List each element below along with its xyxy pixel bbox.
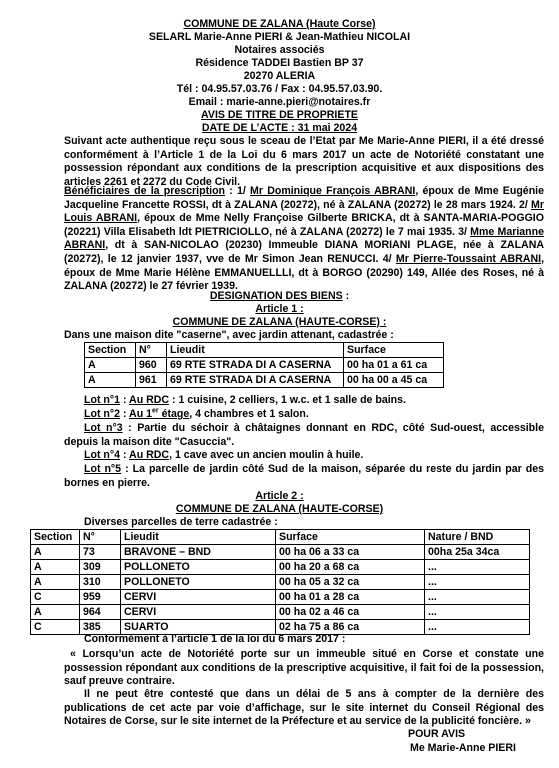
header-surface: Surface <box>276 530 425 545</box>
intro-paragraph: Suivant acte authentique reçu sous le sceau de l’Etat par Me Marie-Anne PIERI, il a été dressé conformément à l’Article 1 de la Loi du 6 mars 2017 un acte de Notoriété constatant une possession répondant aux conditions de la prescription acquisitive et aux dispositions des articles 2261 et 2272 du Code Civil. <box>64 135 544 188</box>
header-nature: Nature / BND <box>425 530 530 545</box>
cell-surface: 00 ha 01 a 28 ca <box>276 590 425 605</box>
cell-nature: 00ha 25a 34ca <box>425 545 530 560</box>
header-avis-title: AVIS DE TITRE DE PROPRIETE <box>201 109 358 121</box>
cell-surface: 00 ha 20 a 68 ca <box>276 560 425 575</box>
cell-section: A <box>31 560 80 575</box>
header-numero: N° <box>136 343 167 358</box>
table-header-row <box>85 343 444 358</box>
cell-surface: 00 ha 05 a 32 ca <box>276 575 425 590</box>
lot-1: Lot n°1 : Au RDC : 1 cuisine, 2 celliers, 1 w.c. et 1 salle de bains. <box>84 394 406 406</box>
cell-numero: 385 <box>80 620 121 635</box>
cell-section: A <box>85 358 136 373</box>
header-commune: COMMUNE DE ZALANA (Haute Corse) <box>183 18 376 30</box>
article-2-commune: COMMUNE DE ZALANA (HAUTE-CORSE) <box>175 503 384 515</box>
pour-avis: POUR AVIS <box>408 728 466 740</box>
header-lieudit: Lieudit <box>121 530 276 545</box>
cell-section: A <box>31 575 80 590</box>
quote-paragraph: « Lorsqu’un acte de Notoriété porte sur un immeuble situé en Corse et constate une possession répondant aux conditions de la prescriptive acquisitive, il fait foi de la possession, sauf preuve contraire. <box>64 648 544 688</box>
cell-numero: 73 <box>80 545 121 560</box>
table-row <box>31 605 530 620</box>
cell-section: C <box>31 590 80 605</box>
header-notaires: Notaires associés <box>234 44 325 56</box>
header-selarl: SELARL Marie-Anne PIERI & Jean-Mathieu NICOLAI <box>148 31 411 43</box>
cell-nature: ... <box>425 560 530 575</box>
cell-section: C <box>31 620 80 635</box>
beneficiary-4-name: Mr Pierre-Toussaint ABRANI <box>395 252 542 265</box>
article-1-commune: COMMUNE DE ZALANA (HAUTE-CORSE) : <box>172 316 387 328</box>
conforme-line: Conformément à l’article 1 de la loi du 6 mars 2017 : <box>84 633 346 645</box>
table-row <box>85 358 444 373</box>
header-residence: Résidence TADDEI Bastien BP 37 <box>195 57 364 69</box>
cell-surface: 00 ha 06 a 33 ca <box>276 545 425 560</box>
header-email: Email : marie-anne.pieri@notaires.fr <box>188 96 371 108</box>
table-header-row <box>31 530 530 545</box>
cell-lieudit: POLLONETO <box>121 575 276 590</box>
beneficiary-1-name: Mr Dominique François ABRANI <box>250 185 416 197</box>
table-row <box>85 373 444 388</box>
table-row <box>31 590 530 605</box>
article-2-title: Article 2 : <box>255 490 304 502</box>
article-1-table <box>84 342 444 388</box>
cell-lieudit: BRAVONE – BND <box>121 545 276 560</box>
header-date: DATE DE L’ACTE : 31 mai 2024 <box>201 122 358 134</box>
cell-nature: ... <box>425 590 530 605</box>
article-1-description: Dans une maison dite "caserne", avec jardin attenant, cadastrée : <box>64 329 394 341</box>
cell-numero: 964 <box>80 605 121 620</box>
beneficiaires-label: Bénéficiaires de la prescription <box>64 185 226 197</box>
cell-lieudit: 69 RTE STRADA DI A CASERNA <box>167 358 344 373</box>
designation-title: DESIGNATION DES BIENS : <box>209 290 350 302</box>
header-ville: 20270 ALERIA <box>243 70 316 82</box>
cell-surface: 00 ha 01 a 61 ca <box>344 358 444 373</box>
header-tel: Tél : 04.95.57.03.76 / Fax : 04.95.57.03.90. <box>176 83 383 95</box>
cell-surface: 00 ha 02 a 46 ca <box>276 605 425 620</box>
table-row <box>31 545 530 560</box>
lot-2: Lot n°2 : Au 1er étage, 4 chambres et 1 salon. <box>84 407 309 420</box>
cell-section: A <box>31 545 80 560</box>
header-lieudit: Lieudit <box>167 343 344 358</box>
beneficiaires-paragraph: Bénéficiaires de la prescription : 1/ Mr Dominique François ABRANI, époux de Mme Eugénie Jacqueline Francette ROSSI, dt à ZALANA (20272), né à ZALANA (20272) le 28 mars 1924. 2/ Mr Louis ABRANI, époux de Mme Nelly Françoise Gilberte BRICKA, dt à SANTA-MARIA-POGGIO (20221) Villa Elisabeth ldt PIETRICIOLLO, né à ZALANA (20272) le 7 mai 1935. 3/ Mme Marianne ABRANI, dt à SAN-NICOLAO (20230) Immeuble DIANA MORIANI PLAGE, née à ZALANA (20272), le 12 janvier 1937, vve de Mr Simon Jean RENUCCI. 4/ Mr Pierre-Toussaint ABRANI, époux de Mme Marie Hélène EMMANUELLLI, dt à BORGO (20290) 149, Allée des Roses, né à ZALANA (20272) le 27 février 1939. <box>64 185 545 293</box>
contest-paragraph: Il ne peut être contesté que dans un délai de 5 ans à compter de la dernière des publications de cet acte par voie d’affichage, sur le site internet du Conseil Régional des Notaires de Corse, sur le site internet de la Préfecture et au service de la publicité foncière. » <box>64 688 544 728</box>
table-row <box>31 575 530 590</box>
header-section: Section <box>31 530 80 545</box>
article-2-description: Diverses parcelles de terre cadastrée : <box>84 516 278 528</box>
cell-section: A <box>31 605 80 620</box>
cell-lieudit: CERVI <box>121 605 276 620</box>
cell-lieudit: CERVI <box>121 590 276 605</box>
cell-lieudit: POLLONETO <box>121 560 276 575</box>
cell-surface: 02 ha 75 a 86 ca <box>276 620 425 635</box>
beneficiary-2-name: Mr Louis ABRANI <box>64 198 544 225</box>
article-1-title: Article 1 : <box>255 303 304 315</box>
lot-5: Lot n°5 : La parcelle de jardin côté Sud de la maison, séparée du reste du jardin par des bornes en pierre. <box>64 463 545 489</box>
header-section: Section <box>85 343 136 358</box>
cell-numero: 959 <box>80 590 121 605</box>
cell-section: A <box>85 373 136 388</box>
beneficiary-3-name: Mme Marianne ABRANI <box>64 225 545 252</box>
cell-nature: ... <box>425 605 530 620</box>
signature: Me Marie-Anne PIERI <box>410 742 516 754</box>
cell-numero: 961 <box>136 373 167 388</box>
header-surface: Surface <box>344 343 444 358</box>
cell-numero: 310 <box>80 575 121 590</box>
cell-numero: 960 <box>136 358 167 373</box>
cell-nature: ... <box>425 575 530 590</box>
lot-3: Lot n°3 : Partie du séchoir à châtaignes donnant en RDC, côté Sud-ouest, accessible depuis la maison dite "Casuccia". <box>64 422 544 448</box>
cell-lieudit: SUARTO <box>121 620 276 635</box>
article-2-table <box>30 529 530 635</box>
cell-nature: ... <box>425 620 530 635</box>
table-row <box>31 560 530 575</box>
header-numero: N° <box>80 530 121 545</box>
cell-surface: 00 ha 00 a 45 ca <box>344 373 444 388</box>
lot-4: Lot n°4 : Au RDC, 1 cave avec un ancien moulin à huile. <box>84 449 364 461</box>
cell-lieudit: 69 RTE STRADA DI A CASERNA <box>167 373 344 388</box>
cell-numero: 309 <box>80 560 121 575</box>
